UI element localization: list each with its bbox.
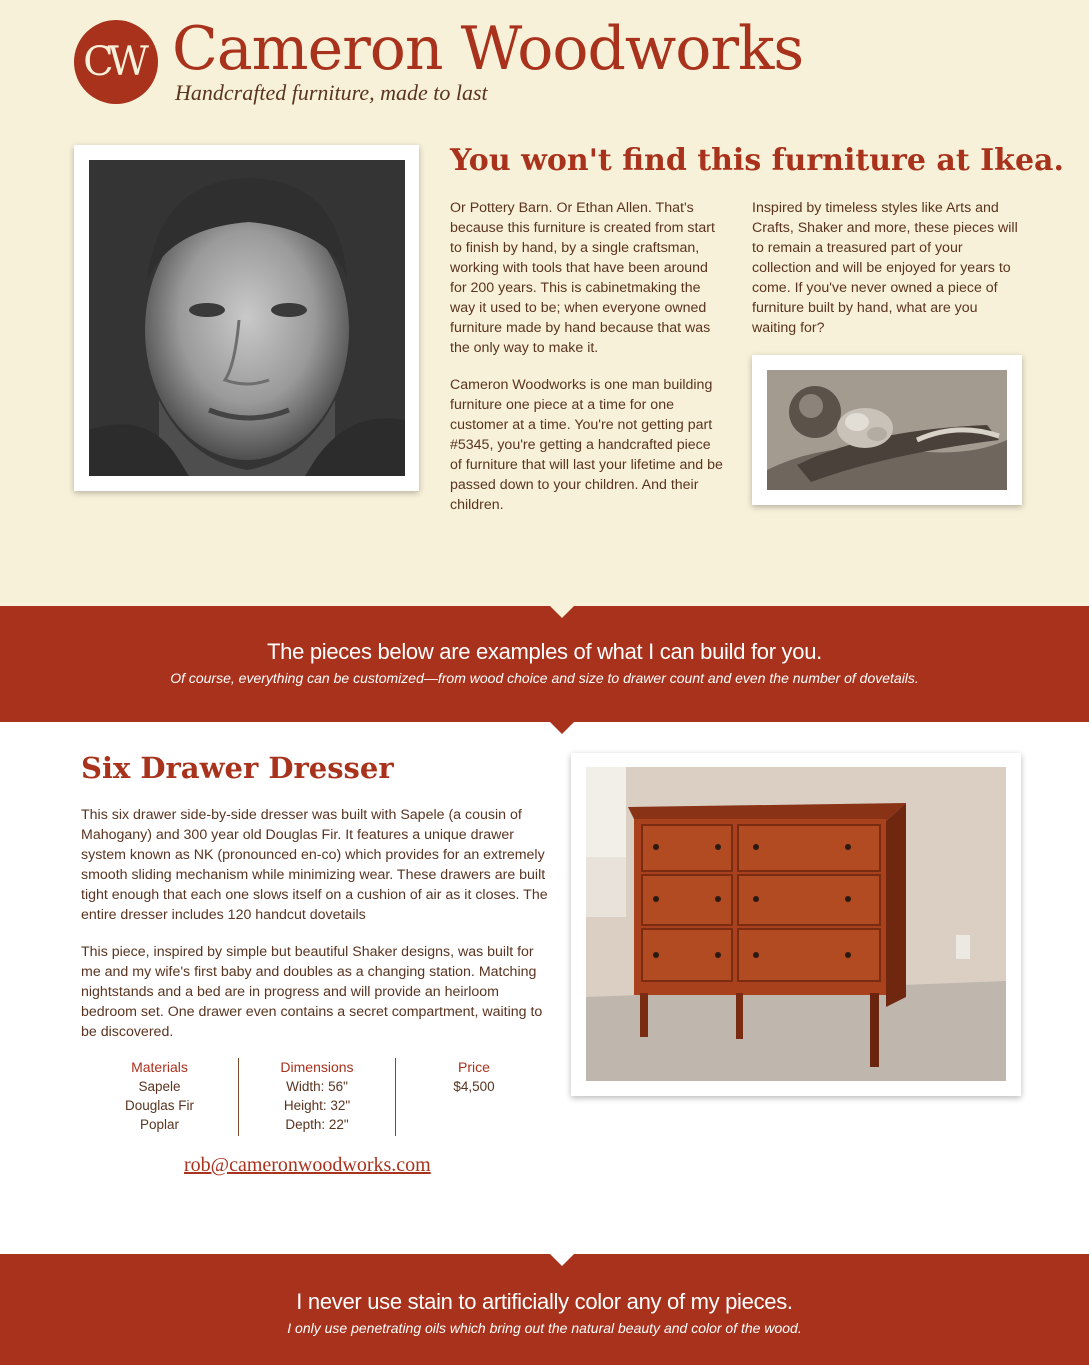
tools-photo	[767, 370, 1007, 490]
intro-section	[0, 0, 1089, 606]
material-item: Douglas Fir	[124, 1098, 195, 1113]
portrait-photo	[89, 160, 405, 476]
price-column	[395, 1058, 552, 1136]
tagline: Handcrafted furniture, made to last	[175, 80, 488, 105]
intro-paragraph-3: Inspired by timeless styles like Arts and Crafts, Shaker and more, these pieces will to remain a treasured part of your collection and will be enjoyed for years to come. If you've never owned a piece of furniture built by hand, what are you waiting for?	[752, 200, 1018, 336]
craftsman-portrait	[74, 145, 419, 491]
intro-headline: You won't find this furniture at Ikea.	[450, 143, 1064, 178]
product-title: Six Drawer Dresser	[81, 751, 394, 785]
price-value: $4,500	[453, 1079, 495, 1094]
product-description-1: This six drawer side-by-side dresser was built with Sapele (a cousin of Mahogany) and 300 year old Douglas Fir. It features a unique drawer system known as NK (pronounced en-co) which provides for an extremely smooth sliding mechanism while minimizing wear. These drawers are built tight enough that each one slows itself on a cushion of air as it closes. The entire dresser includes 120 handcut dovetails	[81, 807, 548, 923]
dresser-image	[571, 753, 1021, 1096]
materials-label: Materials	[131, 1059, 188, 1075]
intro-paragraph-2: Cameron Woodworks is one man building furniture one piece at a time for one customer at a time. You're not getting part #5345, you're getting a handcrafted piece of furniture that will last your lifetime and be passed down to your children. And their children.	[450, 377, 723, 513]
logo[interactable]	[74, 20, 158, 104]
contact-email-link[interactable]: rob@cameronwoodworks.com	[184, 1154, 431, 1176]
finish-banner-title: I never use stain to artificially color any of my pieces.	[296, 1289, 793, 1314]
product-specs	[81, 1058, 556, 1136]
material-item: Sapele	[138, 1079, 181, 1094]
price-label: Price	[458, 1059, 490, 1075]
logo-text: CW	[83, 39, 143, 85]
material-item: Poplar	[139, 1117, 180, 1132]
finish-banner-subtitle: I only use penetrating oils which bring out the natural beauty and color of the wood.	[287, 1320, 802, 1336]
dimension-item: Depth: 22"	[285, 1117, 349, 1132]
examples-banner	[0, 606, 1089, 722]
dimensions-column	[238, 1058, 395, 1136]
product-description-2: This piece, inspired by simple but beautiful Shaker designs, was built for me and my wife's first baby and doubles as a changing station. Matching nightstands and a bed are in progress and will provide an heirloom bedroom set. One drawer even contains a secret compartment, waiting to be discovered.	[81, 944, 543, 1040]
site-title[interactable]: Cameron Woodworks	[172, 14, 804, 84]
dimension-item: Width: 56"	[286, 1079, 348, 1094]
examples-banner-title: The pieces below are examples of what I can build for you.	[267, 639, 822, 664]
examples-banner-subtitle: Of course, everything can be customized—from wood choice and size to drawer count and even the number of dovetails.	[170, 670, 919, 686]
dimensions-label: Dimensions	[280, 1059, 354, 1075]
tools-image	[752, 355, 1022, 505]
banner-notch-finish	[550, 1254, 574, 1266]
materials-column	[81, 1058, 238, 1136]
finish-banner	[0, 1254, 1089, 1365]
dresser-photo	[586, 767, 1006, 1081]
banner-notch-top	[550, 606, 574, 618]
banner-notch-bottom	[550, 722, 574, 734]
intro-paragraph-1: Or Pottery Barn. Or Ethan Allen. That's because this furniture is created from start to finish by hand, by a single craftsman, working with tools that have been around for 200 years. This is cabinetmaking the way it used to be; when everyone owned furniture made by hand because that was the only way to make it.	[450, 200, 715, 356]
dimension-item: Height: 32"	[283, 1098, 351, 1113]
